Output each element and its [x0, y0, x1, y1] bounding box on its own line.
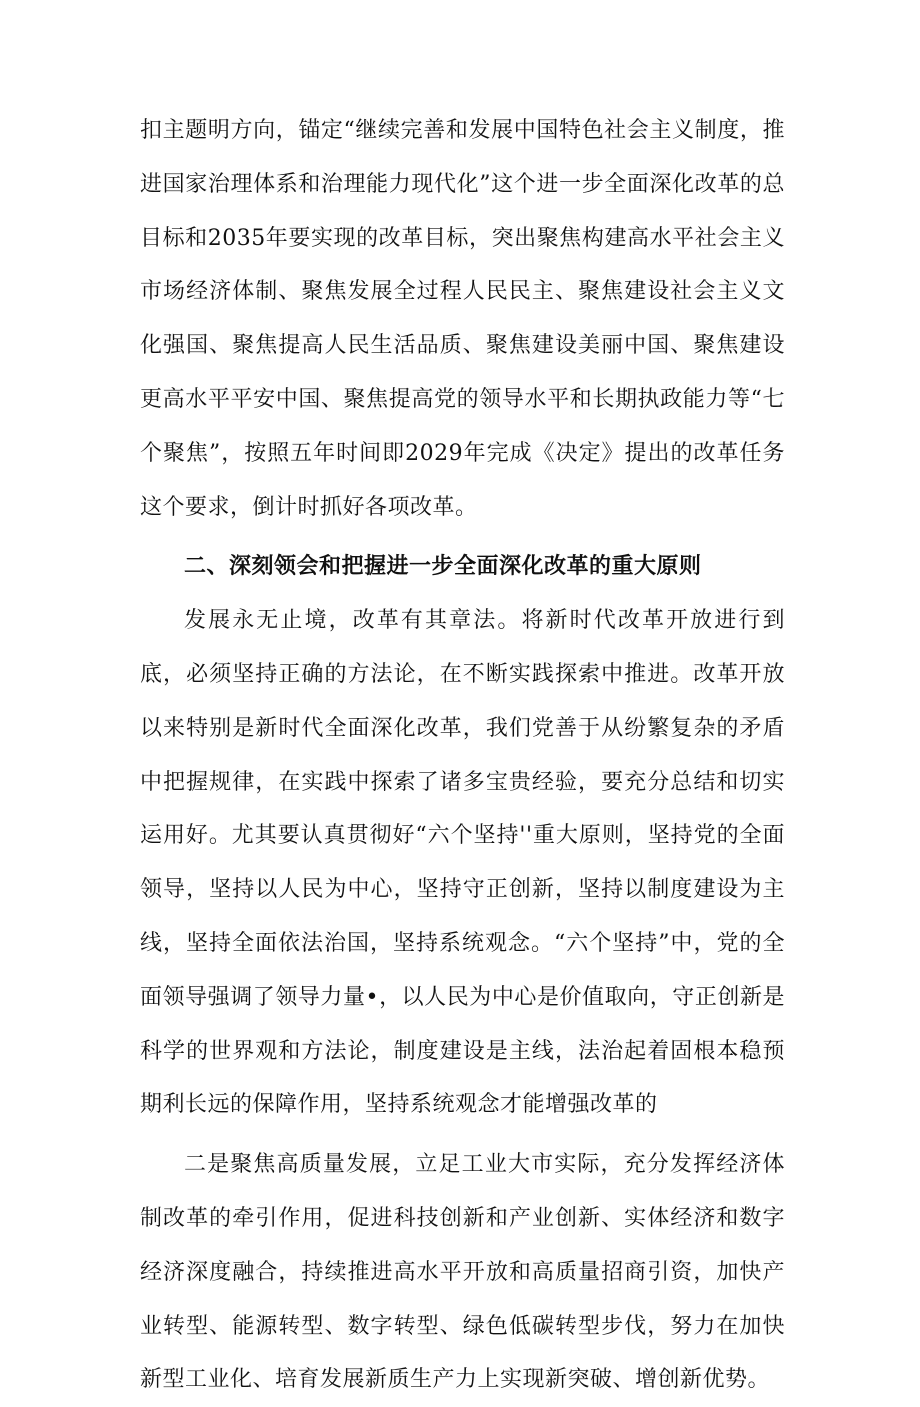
paragraph-reform-goals: 扣主题明方向，锚定“继续完善和发展中国特色社会主义制度，推进国家治理体系和治理能力现代化”这个进一步全面深化改革的总目标和2035年要实现的改革目标，突出聚焦构建高水平社会主义市场经济体制、聚焦发展全过程人民民主、聚焦建设社会主义文化强国、聚焦提高人民生活品质、聚焦建设美丽中国、聚焦建设更高水平平安中国、聚焦提高党的领导水平和长期执政能力等“七个聚焦”，按照五年时间即2029年完成《决定》提出的改革任务这个要求，倒计时抓好各项改革。	[140, 118, 785, 520]
section-heading-principles: 二、深刻领会和把握进一步全面深化改革的重大原则	[184, 554, 702, 580]
paragraph-high-quality-development: 二是聚焦高质量发展，立足工业大市实际，充分发挥经济体制改革的牵引作用，促进科技创新和产业创新、实体经济和数字经济深度融合，持续推进高水平开放和高质量招商引资，加快产业转型、能源转型、数字转型、绿色低碳转型步伐，努力在加快新型工业化、培育发展新质生产力上实现新突破、增创新优势。	[140, 1152, 785, 1393]
document-body	[140, 104, 785, 1407]
paragraph-six-principles: 发展永无止境，改革有其章法。将新时代改革开放进行到底，必须坚持正确的方法论，在不断实践探索中推进。改革开放以来特别是新时代全面深化改革，我们党善于从纷繁复杂的矛盾中把握规律，在实践中探索了诸多宝贵经验，要充分总结和切实运用好。尤其要认真贯彻好“六个坚持''重大原则，坚持党的全面领导，坚持以人民为中心，坚持守正创新，坚持以制度建设为主线，坚持全面依法治国，坚持系统观念。“六个坚持”中，党的全面领导强调了领导力量•，以人民为中心是价值取向，守正创新是科学的世界观和方法论，制度建设是主线，法治起着固根本稳预期利长远的保障作用，坚持系统观念才能增强改革的	[140, 608, 785, 1118]
